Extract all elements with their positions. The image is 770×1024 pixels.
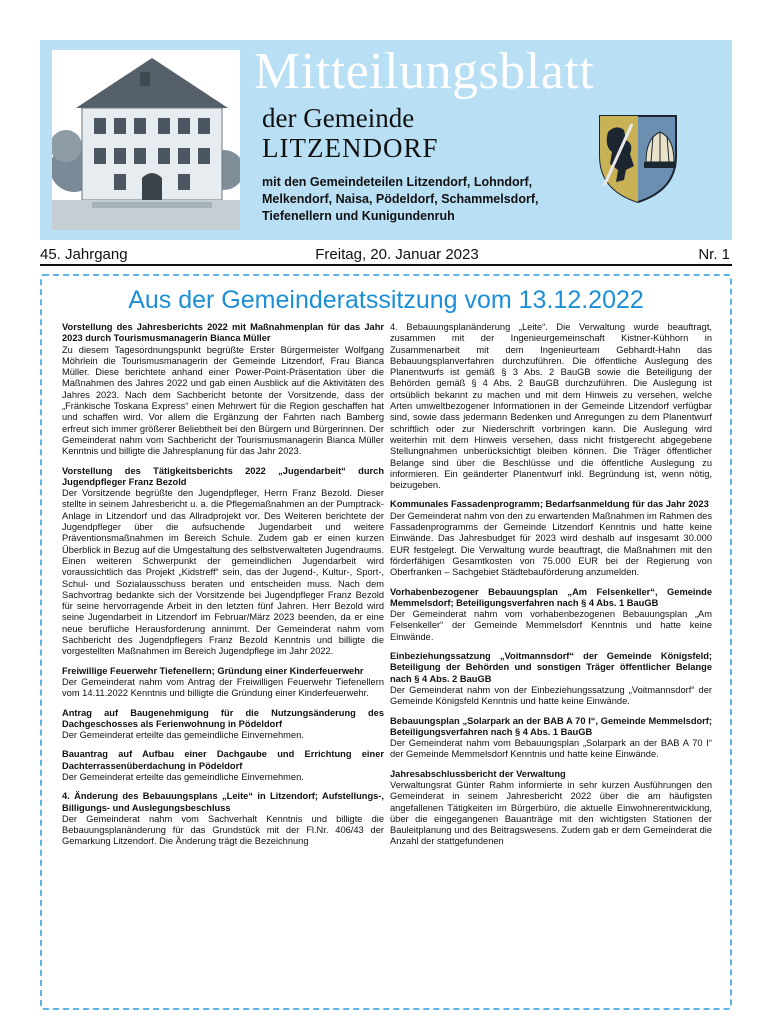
section-heading: Einbeziehungssatzung „Voitmannsdorf“ der Gemeinde Königsfeld; Beteiligung der Behörden und sonstigen Träger öffentlicher Belange nach § 4 Abs. 2 BauGB xyxy=(390,651,712,684)
article-section xyxy=(62,322,384,458)
section-heading: Jahresabschlussbericht der Verwaltung xyxy=(390,768,566,779)
section-body: Der Vorsitzende begrüßte den Jugendpfleger, Herrn Franz Bezold. Dieser stellte in seinem Jahresbericht u. a. die Pflegemaßnahmen an der Pumptrack-Anlage in Litzendorf und das Allradprojekt vor. Des Weiteren berichtete der Jugendpfleger über die aufsuchende Jugendarbeit und weitere Präventionsmaßnahmen im Bereich Schule. Zudem gab er einen kurzen Überblick in Bezug auf die Umgestaltung des selbstverwalteten Jugendraums. Einen weiteren Schwerpunkt der gemeindlichen Jugendarbeit wird voraussichtlich das Projekt „Kidstreff“ sein, das der Jugend-, Kultur-, Sport-, Schul- und Sozialausschuss beraten und entscheiden muss. Nach dem Sachvortrag bedankte sich der Vorsitzende bei Jugendpfleger Franz Bezold für seine hervorragende Arbeit in den letzten fünf Jahren. Herr Bezold wird seine Jugendarbeit in Litzendorf im Februar/März 2023 beenden, da er eine neue berufliche Herausforderung annimmt. Der Gemeinderat nahm vom Sachbericht des Jugendpflegers Franz Bezold Kenntnis und billigte die vorgestellten Maßnahmen im Bereich Jugendpflege im Jahr 2022. xyxy=(62,488,384,657)
section-heading: 4. Änderung des Bebauungsplans „Leite“ in Litzendorf; Aufstellungs-, Billigungs- und Auslegungsbeschluss xyxy=(62,791,384,813)
issue-date: Freitag, 20. Januar 2023 xyxy=(315,246,479,263)
section-body: Zu diesem Tagesordnungspunkt begrüßte Erster Bürgermeister Wolfgang Möhrlein die Tourismusmanagerin der Gemeinde Litzendorf, Frau Bianca Müller. Diese berichtete anhand einer Power-Point-Präsentation über die Maßnahmen des Jahres 2022 und gab einen Ausblick auf die Aktivitäten des Jahres 2023. Nach dem Sachbericht betonte der Vorsitzende, dass der „Fränkische Toskana Express“ einen Mehrwert für die Region geschaffen hat und schaffen wird. Vor allem die Ergänzung der Fahrten nach Bamberg erfreut sich immer größerer Beliebtheit bei den Bürgern und Bürgerinnen. Der Gemeinderat nahm vom Sachbericht der Tourismusmanagerin Bianca Müller Kenntnis und billigte die Jahresplanung für das Jahr 2023. xyxy=(62,344,384,457)
masthead-subtitle: der Gemeinde xyxy=(262,103,415,133)
section-body: Verwaltungsrat Günter Rahm informierte in sehr kurzen Ausführungen den Gemeinderat in seinem Jahresbericht 2022 über die am häufigsten angefallenen Tätigkeiten im Bürgerbüro, die aktuelle Einwohnerentwicklung, über die eingegangenen Bauanträge mit den wichtigsten Stationen der Bauleitplanung und des Beitragswesens. Zudem gab er dem Gemeinderat die Anzahl der stattgefundenen xyxy=(390,779,712,847)
section-body: Der Gemeinderat erteilte das gemeindliche Einvernehmen. xyxy=(62,730,304,741)
article-section xyxy=(390,322,712,491)
article-headline: Aus der Gemeinderatssitzung vom 13.12.2022 xyxy=(128,286,644,314)
issue-number: Nr. 1 xyxy=(698,246,730,263)
section-body: Der Gemeinderat nahm von den zu erwartenden Maßnahmen im Rahmen des Fassadenprogramms der Gemeinde Litzendorf Kenntnis und hatte keine Einwände. Das Jahresbudget für 2023 wird deshalb auf insgesamt 30.000 EUR festgelegt. Die Verwaltung wurde beauftragt, die Maßnahmen mit den förderfähigen Gesamtkosten von 75.000 EUR bei der Regierung von Oberfranken – Sachgebiet Städtebauförderung anzumelden. xyxy=(390,510,712,578)
section-heading: Vorhabenbezogener Bebauungsplan „Am Felsenkeller“, Gemeinde Memmelsdorf; Beteiligungsverfahren nach § 4 Abs. 1 BauGB xyxy=(390,586,712,608)
section-heading: Vorstellung des Jahresberichts 2022 mit Maßnahmenplan für das Jahr 2023 durch Tourismusmanagerin Bianca Müller xyxy=(62,322,384,344)
coat-of-arms-icon xyxy=(590,110,686,206)
article-section xyxy=(62,791,384,847)
masthead-title: Mitteilungsblatt xyxy=(254,43,595,100)
section-heading: Bauantrag auf Aufbau einer Dachgaube und Errichtung einer Dachterrassenüberdachung in Pödeldorf xyxy=(62,749,384,771)
volume-label: 45. Jahrgang xyxy=(40,246,128,263)
article-section xyxy=(390,651,712,707)
section-heading: Bebauungsplan „Solarpark an der BAB A 70 I“, Gemeinde Memmelsdorf; Beteiligungsverfahren nach § 4 Abs. 1 BauGB xyxy=(390,715,712,737)
districts-list: mit den Gemeindeteilen Litzendorf, Lohndorf, Melkendorf, Naisa, Pödeldorf, Schammelsdorf, Tiefenellern und Kunigundenruh xyxy=(262,175,539,223)
article-column-left xyxy=(62,322,384,1004)
issue-info-bar xyxy=(40,244,732,266)
section-body: 4. Bebauungsplanänderung „Leite“. Die Verwaltung wurde beauftragt, zusammen mit der Ingenieurgemeinschaft Kistner-Kühhorn in Zusammenarbeit mit dem Ingenieurteam Gebhardt-Hahn das Bebauungsplanverfahren durchzuführen. Die öffentliche Auslegung des Planentwurfs ist gemäß § 3 Abs. 2 BauGB sowie die Beteiligung der Behörden gemäß § 4 Abs. 2 BauGB durchzuführen. Die Auslegung ist ortsüblich bekannt zu machen und mit dem Hinweis zu versehen, welche Arten umweltbezogener Informationen in der Gemeinde Litzendorf verfügbar sind, sowie dass jedermann Bedenken und Anregungen zu dem Planentwurf schriftlich oder zur Niederschrift vorbringen kann. Die Auslegung wird weiterhin mit dem Hinweis versehen, dass nicht fristgerecht abgegebene Stellungnahmen unberücksichtigt bleiben können. Die Träger öffentlicher Belange sind über die Beschlüsse und die öffentliche Auslegung zu informieren. Ein geänderter Planentwurf inkl. Begründung ist, wenn nötig, beizugeben. xyxy=(390,322,712,491)
section-body: Der Gemeinderat nahm vom Sachverhalt Kenntnis und billigte die Bebauungsplanänderung für das Grundstück mit der Fl.Nr. 406/43 der Gemarkung Litzendorf. Die Änderung trägt die Bezeichnung xyxy=(62,813,384,847)
section-body: Der Gemeinderat erteilte das gemeindliche Einvernehmen. xyxy=(62,771,304,782)
article-section xyxy=(62,708,384,742)
article-section xyxy=(62,749,384,783)
section-heading: Antrag auf Baugenehmigung für die Nutzungsänderung des Dachgeschosses als Ferienwohnung in Pödeldorf xyxy=(62,707,384,729)
section-heading: Vorstellung des Tätigkeitsberichts 2022 „Jugendarbeit“ durch Jugendpfleger Franz Bezold xyxy=(62,465,384,487)
article-section xyxy=(62,666,384,700)
article-section xyxy=(62,466,384,658)
article-column-right xyxy=(390,322,712,1004)
article-section xyxy=(390,769,712,848)
section-body: Der Gemeinderat nahm vom Bebauungsplan „Solarpark an der BAB A 70 I“ der Gemeinde Memmelsdorf Kenntnis und hatte keine Einwände. xyxy=(390,738,712,760)
section-body: Der Gemeinderat nahm vom vorhabenbezogenen Bebauungsplan „Am Felsenkeller“ der Gemeinde Memmelsdorf Kenntnis und hatte keine Einwände. xyxy=(390,609,712,642)
section-heading: Freiwillige Feuerwehr Tiefenellern; Gründung einer Kinderfeuerwehr xyxy=(62,665,364,676)
article-section xyxy=(390,716,712,761)
town-hall-photo xyxy=(52,50,240,230)
section-body: Der Gemeinderat nahm von der Einbeziehungssatzung „Voitmannsdorf“ der Gemeinde Königsfeld Kenntnis und hatte keine Einwände. xyxy=(390,684,712,707)
masthead-municipality: LITZENDORF xyxy=(262,133,439,163)
section-heading: Kommunales Fassadenprogramm; Bedarfsanmeldung für das Jahr 2023 xyxy=(390,499,709,510)
article-section xyxy=(390,499,712,578)
article-section xyxy=(390,587,712,643)
section-body: Der Gemeinderat nahm vom Antrag der Freiwilligen Feuerwehr Tiefenellern vom 14.11.2022 Kenntnis und billigte die Gründung einer Kinderfeuerwehr. xyxy=(62,676,384,699)
